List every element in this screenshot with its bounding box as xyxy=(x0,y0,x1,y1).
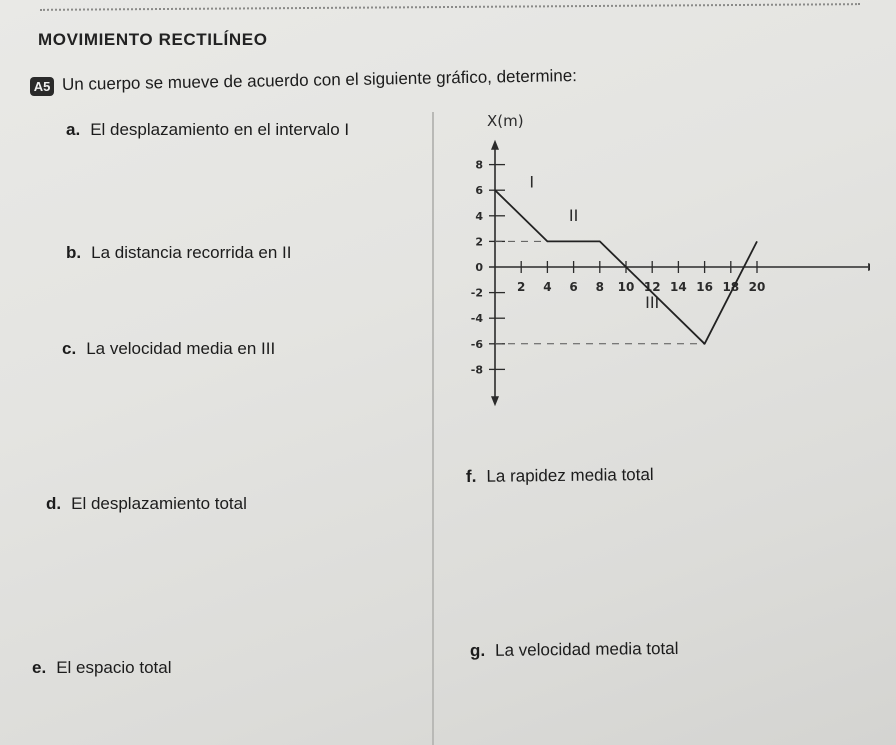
x-axis-arrow xyxy=(868,263,870,271)
question-letter: b. xyxy=(66,243,82,262)
x-tick-label: 20 xyxy=(748,280,766,294)
y-tick-label: 6 xyxy=(475,184,483,198)
question-text: La velocidad media en III xyxy=(86,339,276,358)
x-tick-label: 10 xyxy=(617,280,635,294)
problem-badge: A5 xyxy=(30,77,54,96)
question-letter: a. xyxy=(66,120,81,139)
question-b xyxy=(66,243,291,263)
y-axis-arrow xyxy=(491,140,499,150)
question-text: La distancia recorrida en II xyxy=(91,243,292,262)
position-time-graph xyxy=(440,112,870,412)
question-text: El desplazamiento total xyxy=(71,494,247,513)
question-letter: e. xyxy=(32,658,47,677)
question-letter: f. xyxy=(465,466,477,486)
question-text: La velocidad media total xyxy=(495,638,679,660)
x-tick-label: 2 xyxy=(517,280,526,294)
x-tick-label: 12 xyxy=(643,280,661,294)
y-tick-label: -4 xyxy=(470,312,483,326)
interval-label: II xyxy=(568,205,579,225)
x-tick-label: 8 xyxy=(595,280,604,294)
section-title: MOVIMIENTO RECTILÍNEO xyxy=(38,30,268,49)
x-tick-label: 4 xyxy=(543,280,552,294)
top-dotted-rule xyxy=(40,3,860,11)
x-tick-label: 6 xyxy=(569,280,578,294)
interval-label: I xyxy=(529,172,535,192)
y-tick-label: -6 xyxy=(470,337,483,351)
question-letter: d. xyxy=(46,494,62,513)
y-axis-label: X(m) xyxy=(487,112,524,130)
y-tick-label: 0 xyxy=(475,261,483,274)
question-e xyxy=(32,658,171,678)
y-tick-label: -8 xyxy=(470,363,483,377)
y-tick-label: 2 xyxy=(475,235,483,249)
question-f xyxy=(466,465,654,487)
y-tick-label: 4 xyxy=(475,209,483,223)
x-tick-label: 14 xyxy=(670,280,687,294)
x-tick-label: 16 xyxy=(696,280,713,294)
problem-statement: Un cuerpo se mueve de acuerdo con el siguiente gráfico, determine: xyxy=(61,66,578,94)
question-text: La rapidez media total xyxy=(486,465,654,486)
y-tick-label: 8 xyxy=(475,158,483,172)
question-text: El desplazamiento en el intervalo I xyxy=(90,120,350,139)
question-c xyxy=(62,339,275,359)
question-letter: c. xyxy=(62,339,77,358)
question-g xyxy=(470,639,679,661)
interval-label: III xyxy=(645,292,660,312)
y-tick-label: -2 xyxy=(470,286,483,300)
y-axis-arrow-bottom xyxy=(491,396,499,406)
x-tick-label: 18 xyxy=(722,280,740,294)
question-d xyxy=(46,494,247,514)
question-letter: g. xyxy=(469,640,486,661)
question-a xyxy=(66,120,349,140)
question-text: El espacio total xyxy=(56,658,172,677)
column-divider xyxy=(432,112,434,745)
